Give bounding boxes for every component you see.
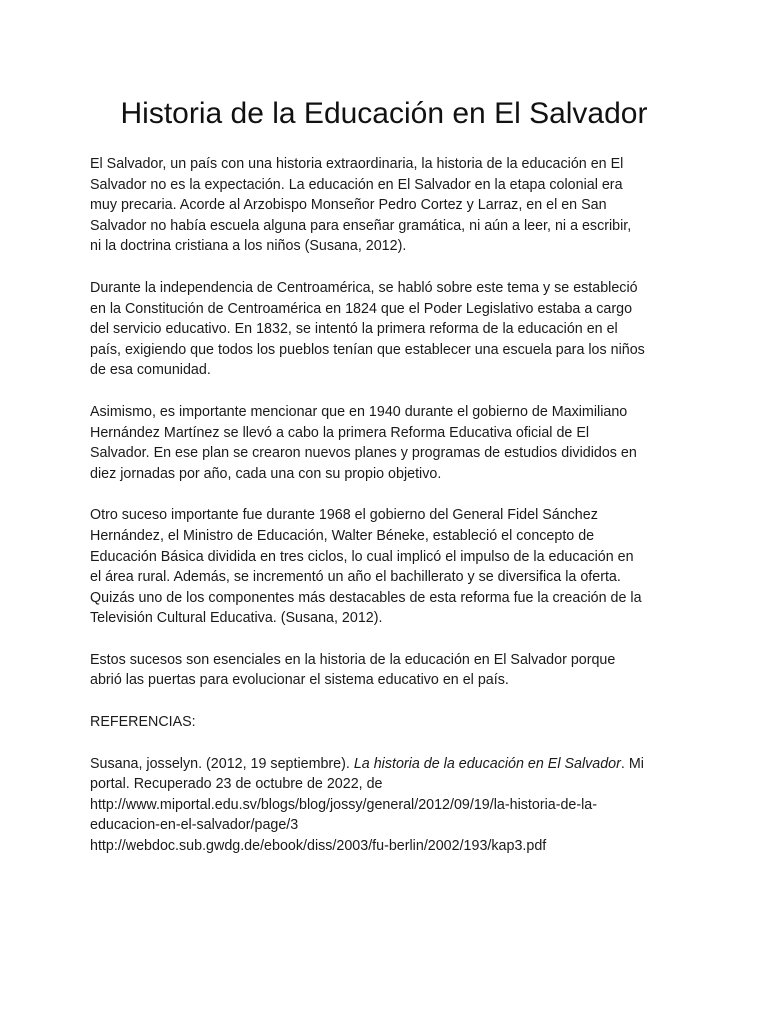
paragraph-1968-reform <box>90 505 678 629</box>
paragraph-conclusion <box>90 650 678 691</box>
paragraph-1940-reform <box>90 402 678 484</box>
reference-url-link-continued[interactable]: educacion-en-el-salvador/page/3 <box>90 817 299 834</box>
text-line: Hernández, el Ministro de Educación, Walter Béneke, estableció el concepto de <box>90 527 595 544</box>
text-line: abrió las puertas para evolucionar el sistema educativo en el país. <box>90 672 509 689</box>
text-line: en la Constitución de Centroamérica en 1824 que el Poder Legislativo estaba a cargo <box>90 300 633 317</box>
reference-title: La historia de la educación en El Salvador <box>353 755 621 772</box>
text-line: país, exigiendo que todos los pueblos tenían que establecer una escuela para los niños <box>90 341 645 358</box>
paragraph-colonial-era <box>90 154 678 257</box>
reference-entry <box>90 754 678 857</box>
text-line: Durante la independencia de Centroamérica, se habló sobre este tema y se estableció <box>90 279 638 296</box>
paragraph-independence <box>90 278 678 381</box>
reference-suffix: . Mi <box>620 755 644 772</box>
reference-url-link-2[interactable]: http://webdoc.sub.gwdg.de/ebook/diss/2003/fu-berlin/2002/193/kap3.pdf <box>90 838 547 855</box>
text-line: Educación Básica dividida en tres ciclos, lo cual implicó el impulso de la educación en <box>90 548 634 565</box>
text-line: diez jornadas por año, cada una con su propio objetivo. <box>90 465 442 482</box>
reference-prefix: Susana, josselyn. (2012, 19 septiembre). <box>90 755 354 772</box>
text-line: ni la doctrina cristiana a los niños (Susana, 2012). <box>90 238 407 255</box>
text-line: Estos sucesos son esenciales en la historia de la educación en El Salvador porque <box>90 651 616 668</box>
text-line: Otro suceso importante fue durante 1968 el gobierno del General Fidel Sánchez <box>90 507 598 524</box>
text-line: Salvador. En ese plan se crearon nuevos planes y programas de estudios divididos en <box>90 445 637 462</box>
text-line: de esa comunidad. <box>90 362 211 379</box>
text-line: el área rural. Además, se incrementó un año el bachillerato y se diversifica la oferta. <box>90 569 621 586</box>
reference-url-link[interactable]: http://www.miportal.edu.sv/blogs/blog/jossy/general/2012/09/19/la-historia-de-la- <box>90 796 598 813</box>
text-line: El Salvador, un país con una historia extraordinaria, la historia de la educación en El <box>90 156 624 172</box>
text-line: Hernández Martínez se llevó a cabo la primera Reforma Educativa oficial de El <box>90 424 590 441</box>
text-line: Televisión Cultural Educativa. (Susana, 2012). <box>90 610 383 627</box>
reference-line <box>90 754 678 775</box>
text-line: muy precaria. Acorde al Arzobispo Monseñor Pedro Cortez y Larraz, en el en San <box>90 197 607 214</box>
text-line: del servicio educativo. En 1832, se intentó la primera reforma de la educación en el <box>90 321 618 338</box>
text-line: Quizás uno de los componentes más destacables de esta reforma fue la creación de la <box>90 589 642 606</box>
text-line: Salvador no es la expectación. La educación en El Salvador en la etapa colonial era <box>90 176 623 193</box>
text-line: Asimismo, es importante mencionar que en 1940 durante el gobierno de Maximiliano <box>90 403 628 420</box>
reference-line: portal. Recuperado 23 de octubre de 2022, de <box>90 776 383 793</box>
document-title: Historia de la Educación en El Salvador <box>120 97 648 130</box>
text-line: Salvador no había escuela alguna para enseñar gramática, ni aún a leer, ni a escribir, <box>90 217 632 234</box>
references-heading: REFERENCIAS: <box>90 714 196 731</box>
